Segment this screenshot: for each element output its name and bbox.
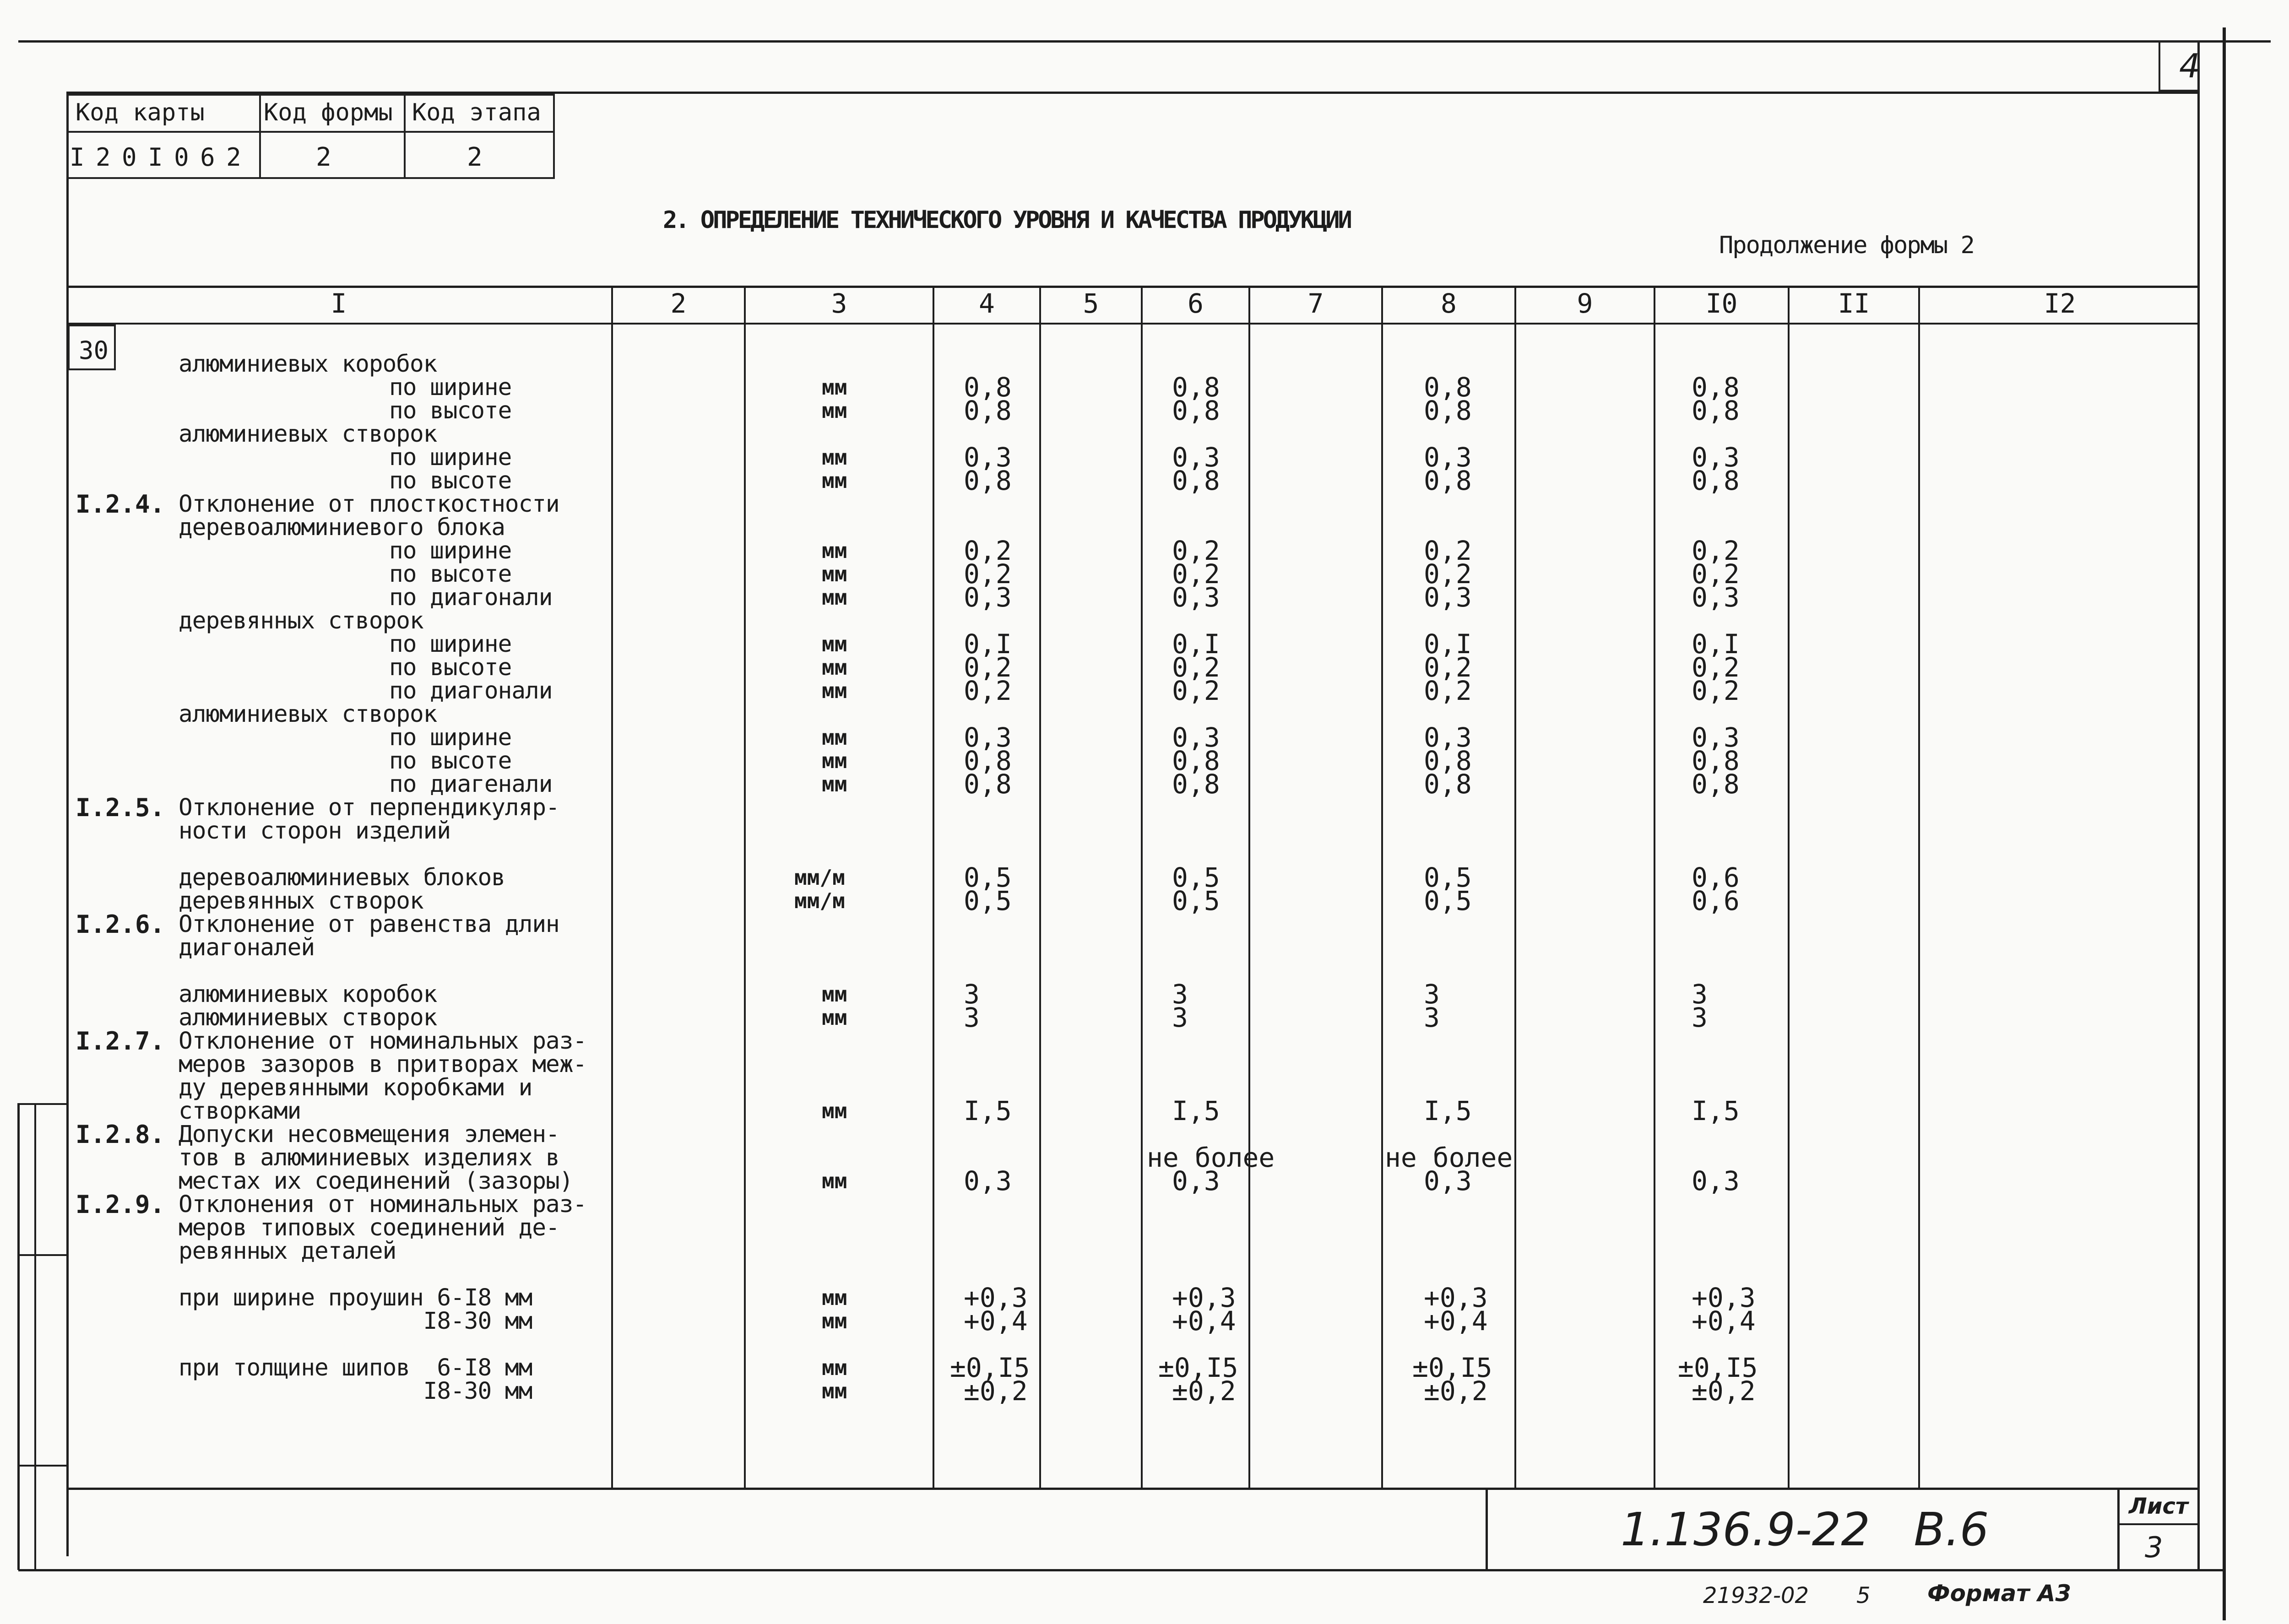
row-col10-value: 0,8 [1692,769,1740,800]
row-col10-value: 0,8 [1692,395,1740,426]
row-description: по ширине [389,374,512,401]
row-col4-value: 0,3 [964,582,1012,613]
row-col6-value: 0,2 [1172,558,1220,590]
row-col8-value: не более [1385,1142,1513,1173]
row-unit: мм [822,1099,847,1123]
row-col8-value: 0,5 [1424,885,1472,916]
row-col8-value: 0,5 [1424,862,1472,893]
row-number: I.2.5. [76,793,165,822]
row-unit: мм [822,1005,847,1030]
row-description: ревянных деталей [179,1238,396,1265]
stamp-sheet-label: Лист [2129,1494,2188,1519]
row-unit: мм [822,1379,847,1403]
row-col6-value: +0,4 [1172,1305,1236,1337]
row-col10-value: 3 [1692,1002,1708,1033]
row-col6-value: 0,2 [1172,675,1220,706]
row-col6-value: 0,8 [1172,465,1220,496]
col-sep-7 [1381,286,1383,1489]
stamp-designation: 1.136.9-22 В.6 [1621,1503,1989,1556]
row-unit: мм [822,1355,847,1380]
row-col10-value: +0,3 [1692,1282,1756,1313]
row-col10-value: 0,2 [1692,558,1740,590]
row-description: при ширине проушин 6-I8 мм [179,1284,532,1311]
row-col4-value: +0,4 [964,1305,1028,1337]
row-col10-value: 0,8 [1692,465,1740,496]
row-unit: мм [822,725,847,750]
row-description: Отклонение от перпендикуляр- [179,794,559,821]
col-sep-3 [933,286,934,1489]
row-description: меров типовых соединений де- [179,1214,559,1241]
col-sep-5 [1141,286,1143,1489]
row-col8-value: 0,8 [1424,769,1472,800]
col-sep-4 [1039,286,1041,1489]
row-col6-value: +0,3 [1172,1282,1236,1313]
row-col4-value: 0,3 [964,722,1012,753]
row-col10-value: 0,3 [1692,722,1740,753]
col-header-1: I [331,288,347,319]
row-description: Отклонения от номинальных раз- [179,1191,587,1218]
row-unit: мм/м [794,888,845,913]
row-description: диагоналей [179,934,315,961]
col-sep-1 [611,286,613,1489]
row-col8-value: 0,2 [1424,558,1472,590]
row-col6-value: ±0,I5 [1158,1352,1238,1383]
frame-right [2197,40,2200,1569]
side-strip-h3 [18,1465,69,1467]
row-col4-value: 0,5 [964,862,1012,893]
row-description: алюминиевых створок [179,421,437,448]
row-col8-value: 0,3 [1424,442,1472,473]
row-description: по ширине [389,724,512,751]
row-unit: мм [822,982,847,1007]
row-col8-value: 0,I [1424,628,1472,660]
row-col4-value: 0,2 [964,675,1012,706]
row-col10-value: 0,2 [1692,675,1740,706]
row-unit: мм [822,562,847,586]
row-unit: мм [822,678,847,703]
col-sep-2 [744,286,746,1489]
corner-sheet-number: 4 [2179,47,2200,85]
row-description: Допуски несовмещения элемен- [179,1121,559,1148]
row-col10-value: 3 [1692,979,1708,1010]
col-header-7: 7 [1307,288,1324,319]
row-col4-value: ±0,2 [964,1375,1028,1407]
row-col6-value: 0,8 [1172,745,1220,776]
stamp-sheet-number: 3 [2145,1531,2163,1564]
row-description: деревоалюминиевых блоков [179,864,505,891]
side-strip-h1 [18,1103,69,1105]
row-unit: мм [822,468,847,493]
row-col4-value: 0,8 [964,745,1012,776]
row-unit: мм [822,632,847,656]
row-description: Отклонение от номинальных раз- [179,1028,587,1055]
row-col6-value: 0,5 [1172,885,1220,916]
row-marker: 30 [79,336,109,365]
row-description: I8-30 мм [179,1378,532,1405]
frame-bottom [18,1569,2223,1571]
code-card-label: Код карты [76,99,205,126]
row-col6-value: 0,3 [1172,722,1220,753]
row-unit: мм [822,655,847,680]
row-description: по высоте [389,654,512,681]
footer-order: 21932-02 [1703,1583,1809,1608]
row-col8-value: 3 [1424,979,1440,1010]
row-col10-value: 0,8 [1692,745,1740,776]
row-description: деревянных створок [179,607,423,634]
row-col4-value: 0,2 [964,535,1012,566]
row-description: створками [179,1098,301,1125]
row-col4-value: 0,3 [964,442,1012,473]
row-col4-value: 0,I [964,628,1012,660]
col-header-12: I2 [2044,288,2076,319]
row-col10-value: 0,2 [1692,652,1740,683]
page-subtitle: Продолжение формы 2 [1719,232,1974,259]
col-sep-9 [1654,286,1655,1489]
footer-copy: 5 [1856,1583,1871,1608]
row-col4-value: 0,2 [964,652,1012,683]
frame-right-outer [2223,27,2226,1620]
row-col6-value: не более [1147,1142,1275,1173]
col-sep-11 [1918,286,1920,1489]
row-col8-value: I,5 [1424,1095,1472,1126]
row-col10-value: 0,6 [1692,862,1740,893]
row-col4-value: 0,8 [964,465,1012,496]
row-unit: мм [822,772,847,796]
row-number: I.2.8. [76,1120,165,1149]
row-col6-value: 3 [1172,1002,1188,1033]
side-strip-h2 [18,1254,69,1256]
row-col8-value: 0,8 [1424,395,1472,426]
row-col4-value: 0,8 [964,372,1012,403]
row-col6-value: 0,3 [1172,582,1220,613]
row-unit: мм [822,538,847,563]
row-description: алюминиевых коробок [179,981,437,1008]
row-number: I.2.7. [76,1027,165,1056]
row-description: меров зазоров в притворах меж- [179,1051,587,1078]
col-sep-8 [1514,286,1516,1489]
stamp-sheet-left [2117,1488,2120,1570]
row-col4-value: 3 [964,1002,980,1033]
row-col6-value: 0,5 [1172,862,1220,893]
row-description: по высоте [389,561,512,588]
row-col10-value: 0,3 [1692,1165,1740,1196]
row-description: местах их соединений (зазоры) [179,1168,573,1195]
col-header-8: 8 [1441,288,1457,319]
row-col4-value: 0,5 [964,885,1012,916]
row-description: Отклонение от плосткостности [179,491,559,518]
row-col10-value: I,5 [1692,1095,1740,1126]
row-col8-value: 0,2 [1424,675,1472,706]
code-form-value-box [259,131,406,179]
row-col10-value: 0,I [1692,628,1740,660]
row-col6-value: 0,3 [1172,442,1220,473]
row-description: по высоте [389,747,512,774]
row-col6-value: 0,2 [1172,652,1220,683]
col-header-10: I0 [1705,288,1738,319]
row-col8-value: 0,2 [1424,535,1472,566]
col-sep-10 [1788,286,1790,1489]
code-form-value: 2 [316,142,331,172]
row-description: по высоте [389,397,512,424]
page-title: 2. ОПРЕДЕЛЕНИЕ ТЕХНИЧЕСКОГО УРОВНЯ И КАЧЕСТВА ПРОДУКЦИИ [663,206,1351,234]
row-col8-value: 3 [1424,1002,1440,1033]
row-unit: мм/м [794,865,845,890]
row-col6-value: 0,2 [1172,535,1220,566]
row-col8-value: 0,3 [1424,722,1472,753]
stamp-left [1486,1488,1488,1570]
row-col8-value: 0,8 [1424,465,1472,496]
row-description: алюминиевых створок [179,701,437,728]
row-unit: мм [822,585,847,610]
row-col6-value: 0,8 [1172,395,1220,426]
frame-top [18,40,2271,43]
row-description: Отклонение от равенства длин [179,911,559,938]
row-description: по ширине [389,444,512,471]
row-col8-value: +0,4 [1424,1305,1488,1337]
row-description: по диагонали [389,584,553,611]
side-strip-line [34,1103,36,1570]
row-col4-value: 0,3 [964,1165,1012,1196]
row-description: деревянных створок [179,888,423,915]
row-col6-value: ±0,2 [1172,1375,1236,1407]
row-col4-value: +0,3 [964,1282,1028,1313]
row-col10-value: ±0,2 [1692,1375,1756,1407]
row-col4-value: ±0,I5 [950,1352,1030,1383]
col-header-9: 9 [1577,288,1593,319]
col-header-4: 4 [979,288,995,319]
row-col10-value: 0,3 [1692,442,1740,473]
row-col8-value: 0,3 [1424,582,1472,613]
row-unit: мм [822,1309,847,1333]
row-number: I.2.4. [76,490,165,519]
row-description: алюминиевых коробок [179,351,437,378]
row-col6-value: I,5 [1172,1095,1220,1126]
col-header-6: 6 [1188,288,1204,319]
row-col10-value: ±0,I5 [1678,1352,1758,1383]
row-unit: мм [822,375,847,400]
row-unit: мм [822,748,847,773]
row-col8-value: +0,3 [1424,1282,1488,1313]
row-col6-value: 3 [1172,979,1188,1010]
row-col10-value: 0,6 [1692,885,1740,916]
row-col4-value: 0,2 [964,558,1012,590]
col-sep-6 [1248,286,1250,1489]
table-bottom [66,1488,2200,1490]
row-unit: мм [822,1285,847,1310]
row-col4-value: 0,8 [964,769,1012,800]
col-header-11: II [1838,288,1870,319]
row-col6-value: 0,I [1172,628,1220,660]
row-col10-value: +0,4 [1692,1305,1756,1337]
row-col8-value: 0,3 [1424,1165,1472,1196]
code-form-label: Код формы [264,99,393,126]
row-col8-value: ±0,2 [1424,1375,1488,1407]
row-col8-value: 0,8 [1424,745,1472,776]
col-header-5: 5 [1083,288,1099,319]
row-description: ду деревянными коробками и [179,1074,532,1101]
col-header-3: 3 [831,288,847,319]
frame-left-outer [17,1103,20,1570]
row-description: по диагонали [389,677,553,704]
code-card-value: I 2 0 I 0 6 2 [70,143,239,172]
row-description: при толщине шипов 6-I8 мм [179,1354,532,1381]
row-unit: мм [822,398,847,423]
row-description: по ширине [389,631,512,658]
row-description: ности сторон изделий [179,817,451,844]
row-description: по высоте [389,467,512,494]
row-description: деревоалюминиевого блока [179,514,505,541]
stamp-sheet-mid [2117,1523,2200,1525]
code-stage-value: 2 [467,142,483,172]
row-number: I.2.6. [76,910,165,939]
row-number: I.2.9. [76,1190,165,1219]
row-description: I8-30 мм [179,1308,532,1335]
col-header-2: 2 [670,288,687,319]
row-col8-value: 0,8 [1424,372,1472,403]
row-col10-value: 0,2 [1692,535,1740,566]
row-col6-value: 0,8 [1172,372,1220,403]
row-col4-value: 3 [964,979,980,1010]
row-col8-value: 0,2 [1424,652,1472,683]
row-col8-value: ±0,I5 [1412,1352,1492,1383]
row-col10-value: 0,8 [1692,372,1740,403]
code-stage-label: Код этапа [412,99,541,126]
row-col4-value: 0,8 [964,395,1012,426]
row-description: тов в алюминиевых изделиях в [179,1144,559,1171]
row-col6-value: 0,3 [1172,1165,1220,1196]
table-header-bottom [66,323,2200,325]
footer-format: Формат А3 [1927,1580,2072,1607]
row-col4-value: I,5 [964,1095,1012,1126]
row-description: по ширине [389,537,512,564]
row-description: алюминиевых створок [179,1004,437,1031]
row-unit: мм [822,1169,847,1193]
row-col6-value: 0,8 [1172,769,1220,800]
row-unit: мм [822,445,847,470]
row-col10-value: 0,3 [1692,582,1740,613]
row-description: по диагенали [389,771,553,798]
